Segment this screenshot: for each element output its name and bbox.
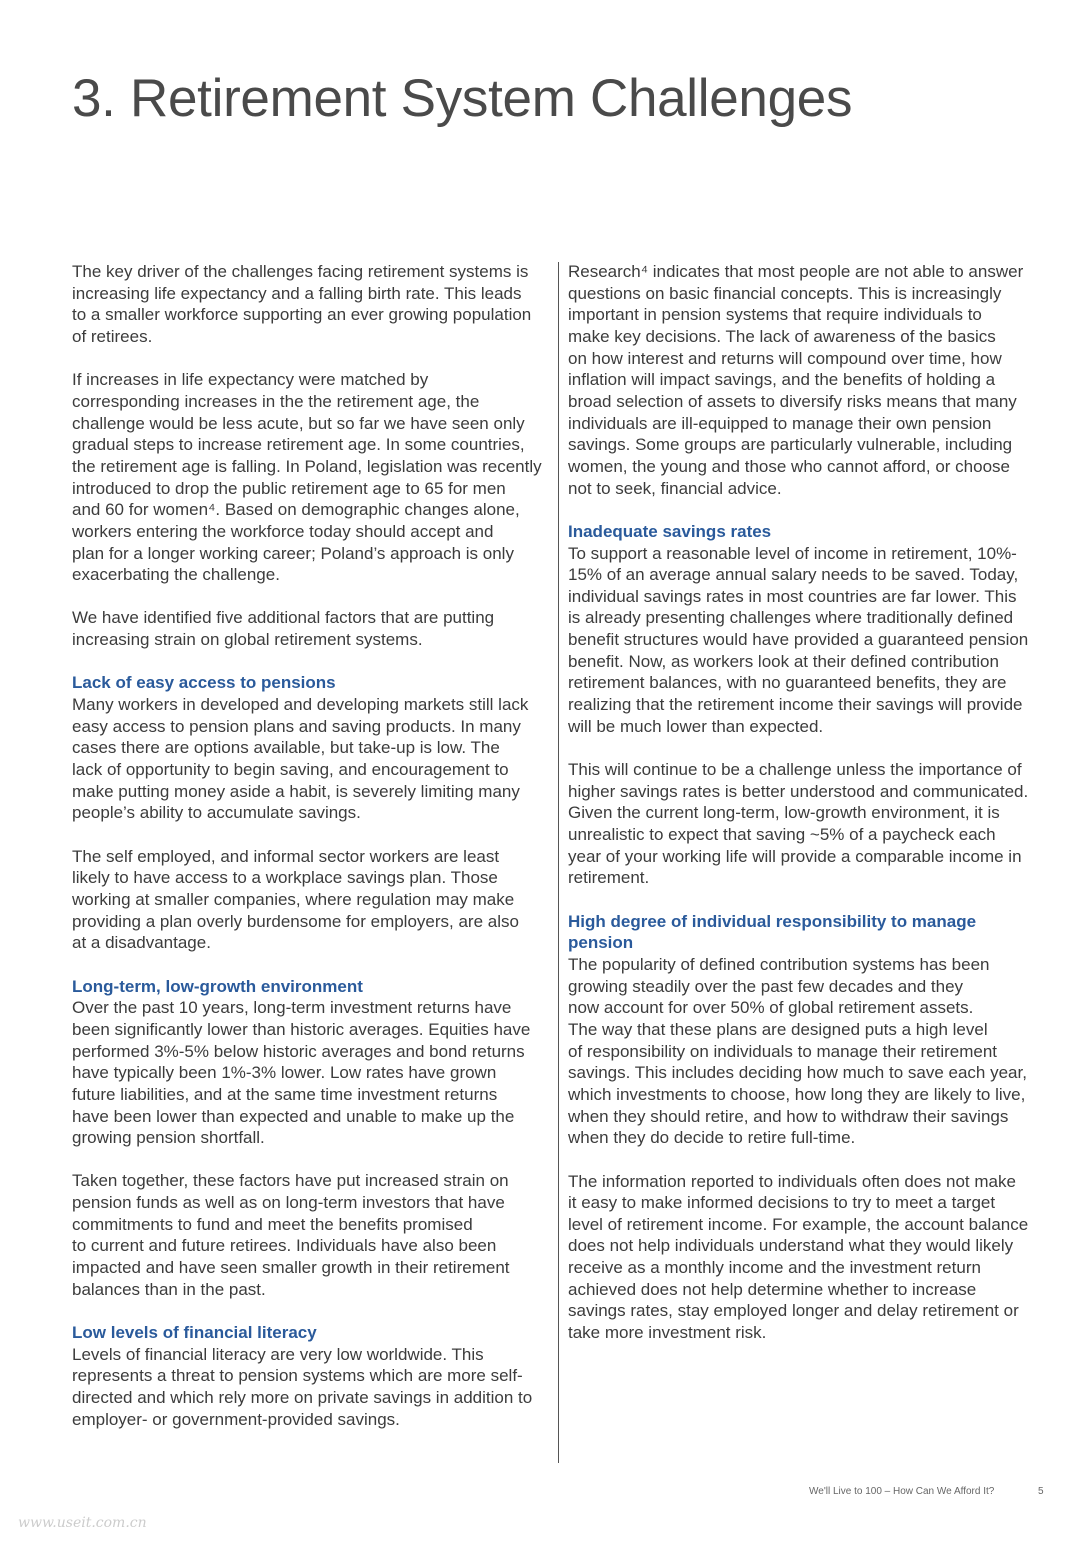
section-heading: Inadequate savings rates bbox=[568, 521, 772, 541]
section-heading: High degree of individual responsibility to manage pension bbox=[568, 911, 977, 953]
paragraph: Research⁴ indicates that most people are not able to answer questions on basic financial concepts. This is increasingly important in pension systems that require individuals to make key decisions. The lack of awareness of the basics on how interest and returns will compound over time, how inflation will impact savings, and the benefits of holding a broad selection of assets to diversify risks means that many individuals are ill-equipped to manage their own pension savings. Some groups are particularly vulnerable, including women, the young and those who cannot afford, or choose not to seek, financial advice. bbox=[568, 262, 1024, 498]
page-number: 5 bbox=[1038, 1486, 1044, 1497]
paragraph: Levels of financial literacy are very low worldwide. This represents a threat to pension systems which are more self- directed and which rely more on private savings in addition to employer- or government-provided savings. bbox=[72, 1344, 533, 1429]
paragraph: The information reported to individuals often does not make it easy to make informed decisions to try to meet a target level of retirement income. For example, the account balance does not help individuals understand what they would likely receive as a monthly income and the investment return achieved does not help determine whether to increase savings rates, stay employed longer and delay retirement or take more investment risk. bbox=[568, 1171, 1029, 1343]
paragraph: Many workers in developed and developing markets still lack easy access to pension plans and saving products. In many cases there are options available, but take-up is low. The lack of opportunity to begin saving, and encouragement to make putting money aside a habit, is severely limiting many people’s ability to accumulate savings. bbox=[72, 695, 529, 823]
column-divider bbox=[558, 262, 559, 1463]
paragraph: The self employed, and informal sector workers are least likely to have access to a workplace savings plan. Those working at smaller companies, where regulation may make providing a plan overly burdensome for employers, are also at a disadvantage. bbox=[72, 846, 519, 953]
paragraph: This will continue to be a challenge unless the importance of higher savings rates is better understood and communicated. Given the current long-term, low-growth environment, it is unrealistic to expect that saving ~5% of a paycheck each year of your working life will provide a comparable income in retirement. bbox=[568, 760, 1029, 888]
paragraph: Over the past 10 years, long-term investment returns have been significantly lower than historic averages. Equities have performed 3%-5% below historic averages and bond returns have typically been 1%-3% lower. Low rates have grown future liabilities, and at the same time investment returns have been lower than expected and unable to make up the growing pension shortfall. bbox=[72, 998, 531, 1148]
paragraph: Taken together, these factors have put increased strain on pension funds as well as on long-term investors that have commitments to fund and meet the benefits promised to current and future retirees. Individuals have also been impacted and have seen smaller growth in their retirement balances than in the past. bbox=[72, 1171, 510, 1299]
left-column bbox=[72, 261, 556, 1452]
paragraph: If increases in life expectancy were matched by corresponding increases in the the retirement age, the challenge would be less acute, but so far we have seen only gradual steps to increase retirement age. In some countries, the retirement age is falling. In Poland, legislation was recently introduced to drop the public retirement age to 65 for men and 60 for women⁴. Based on demographic changes alone, workers entering the workforce today should accept and plan for a longer working career; Poland’s approach is only exacerbating the challenge. bbox=[72, 370, 542, 585]
section-heading: Long-term, low-growth environment bbox=[72, 976, 363, 996]
section-heading: Lack of easy access to pensions bbox=[72, 673, 336, 693]
right-column bbox=[568, 261, 1068, 1365]
paragraph: The popularity of defined contribution systems has been growing steadily over the past few decades and they now account for over 50% of global retirement assets. The way that these plans are designed puts a high level of responsibility on individuals to manage their retirement savings. This includes deciding how much to save each year, which investments to choose, how long they are likely to live, when they should retire, and how to withdraw their savings when they do decide to retire full-time. bbox=[568, 954, 1027, 1148]
watermark: www.useit.com.cn bbox=[18, 1515, 147, 1531]
paragraph: The key driver of the challenges facing retirement systems is increasing life expectancy and a falling birth rate. This leads to a smaller workforce supporting an ever growing population of retirees. bbox=[72, 262, 532, 346]
footer-title: We'll Live to 100 – How Can We Afford It? bbox=[809, 1486, 995, 1497]
section-heading: Low levels of financial literacy bbox=[72, 1323, 317, 1343]
page-title: 3. Retirement System Challenges bbox=[72, 69, 853, 128]
paragraph: We have identified five additional factors that are putting increasing strain on global retirement systems. bbox=[72, 608, 495, 650]
paragraph: To support a reasonable level of income in retirement, 10%- 15% of an average annual salary needs to be saved. Today, individual savings rates in most countries are far lower. This is already presenting challenges where traditionally defined benefit structures would have provided a guaranteed pension benefit. Now, as workers look at their defined contribution retirement balances, with no guaranteed benefits, they are realizing that the retirement income their savings will provide will be much lower than expected. bbox=[568, 543, 1029, 736]
